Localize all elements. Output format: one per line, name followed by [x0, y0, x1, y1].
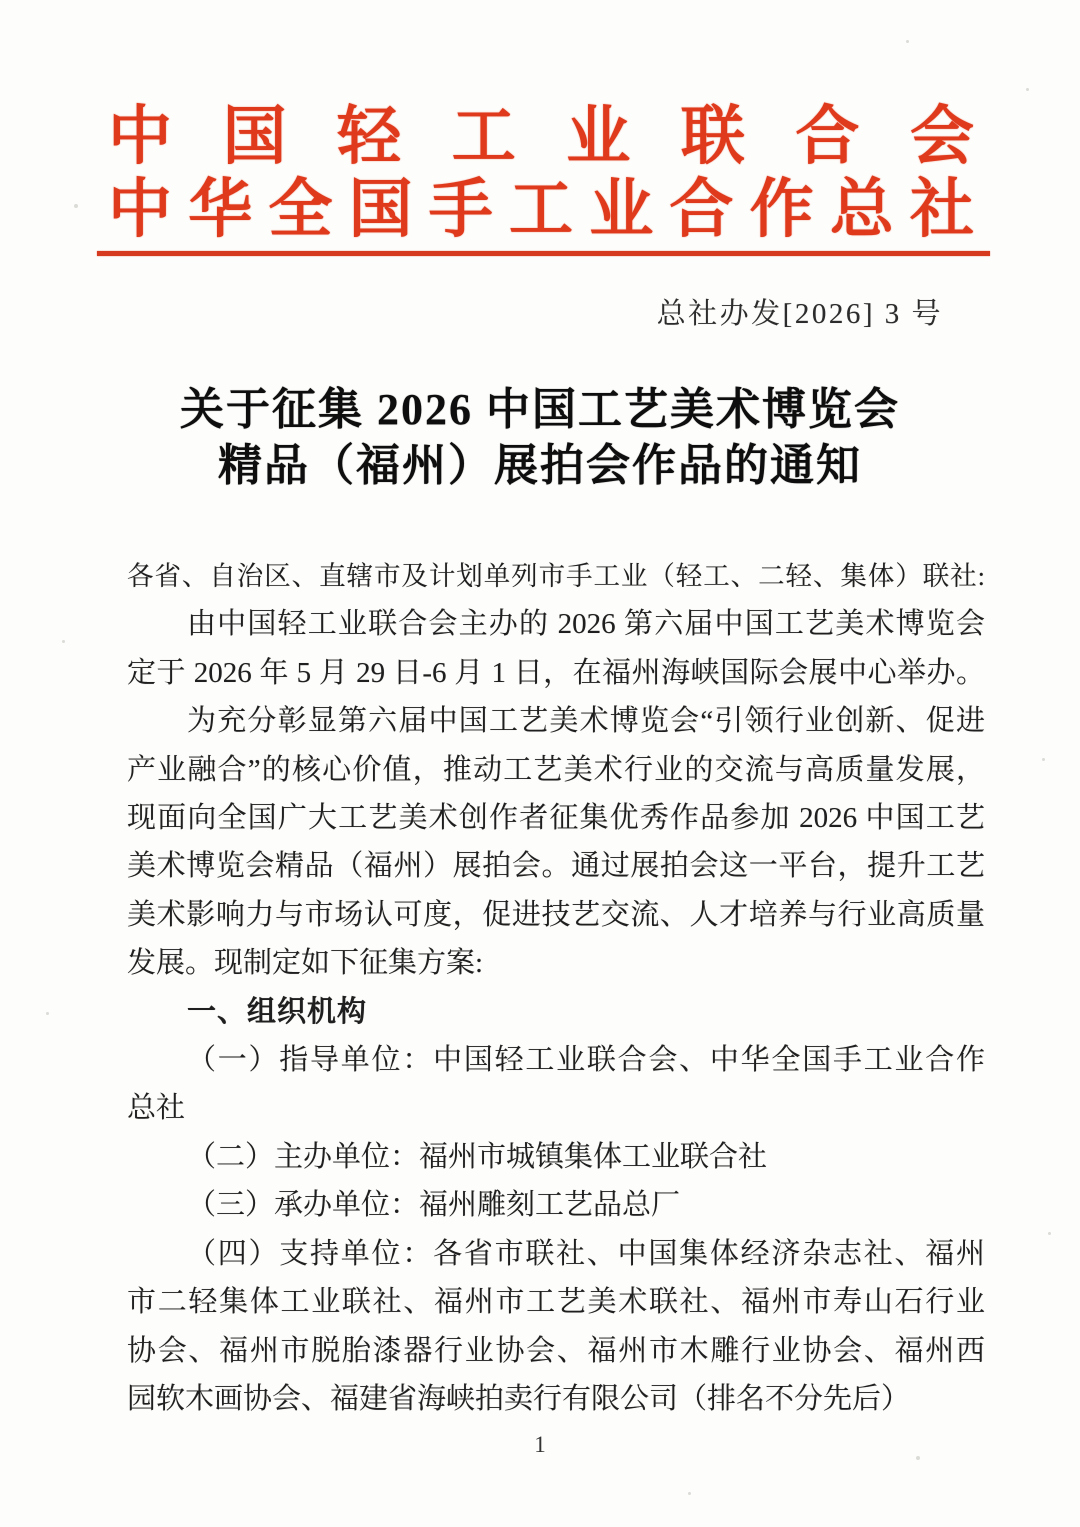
- body-line: 市二轻集体工业联社、福州市工艺美术联社、福州市寿山石行业: [127, 1286, 985, 1319]
- salutation-line: 各省、自治区、直辖市及计划单列市手工业（轻工、二轻、集体）联社:: [127, 561, 985, 591]
- scan-speckle: [1048, 1232, 1051, 1235]
- letterhead-org-line-2: 中华全国手工业合作总社: [108, 174, 974, 245]
- scan-speckle: [1042, 758, 1045, 761]
- document-title: [0, 382, 1080, 494]
- letterhead-divider-rule: [97, 251, 990, 256]
- section-heading-organization: 一、组织机构: [187, 995, 368, 1028]
- scan-speckle: [906, 40, 909, 43]
- scan-speckle: [916, 1456, 920, 1460]
- page-number: 1: [534, 1432, 546, 1457]
- body-line: （四）支持单位：各省市联社、中国集体经济杂志社、福州: [187, 1237, 985, 1270]
- document-body: [127, 552, 985, 1423]
- body-line: 美术博览会精品（福州）展拍会。通过展拍会这一平台，提升工艺: [127, 850, 985, 883]
- body-line: 总社: [127, 1092, 186, 1125]
- scan-speckle: [688, 1492, 691, 1495]
- letterhead-org-line-1: 中国轻工业联合会: [108, 101, 974, 172]
- body-line: 定于 2026 年 5 月 29 日-6 月 1 日，在福州海峡国际会展中心举办。: [127, 656, 985, 689]
- scan-speckle: [46, 1012, 49, 1015]
- body-line: 美术影响力与市场认可度，促进技艺交流、人才培养与行业高质量: [127, 898, 985, 931]
- scan-speckle: [62, 640, 65, 643]
- body-line: （三）承办单位：福州雕刻工艺品总厂: [187, 1189, 681, 1222]
- letterhead: [108, 100, 974, 246]
- body-line: 发展。现制定如下征集方案:: [127, 947, 484, 980]
- body-line: 产业融合”的核心价值，推动工艺美术行业的交流与高质量发展，: [127, 753, 985, 786]
- scan-speckle: [1026, 88, 1029, 91]
- body-line: 现面向全国广大工艺美术创作者征集优秀作品参加 2026 中国工艺: [127, 802, 985, 835]
- body-line: 园软木画协会、福建省海峡拍卖行有限公司（排名不分先后）: [127, 1382, 911, 1415]
- body-line: （二）主办单位：福州市城镇集体工业联合社: [187, 1140, 768, 1173]
- document-title-line-2: 精品（福州）展拍会作品的通知: [218, 441, 862, 490]
- body-line: （一）指导单位：中国轻工业联合会、中华全国手工业合作: [187, 1044, 985, 1077]
- body-line: 由中国轻工业联合会主办的 2026 第六届中国工艺美术博览会: [187, 608, 985, 641]
- body-line: 协会、福州市脱胎漆器行业协会、福州市木雕行业协会、福州西: [127, 1334, 985, 1367]
- document-title-line-1: 关于征集 2026 中国工艺美术博览会: [180, 385, 900, 434]
- body-line: 为充分彰显第六届中国工艺美术博览会“引领行业创新、促进: [187, 705, 985, 738]
- document-number: 总社办发[2026] 3 号: [656, 298, 943, 330]
- scan-speckle: [74, 204, 78, 208]
